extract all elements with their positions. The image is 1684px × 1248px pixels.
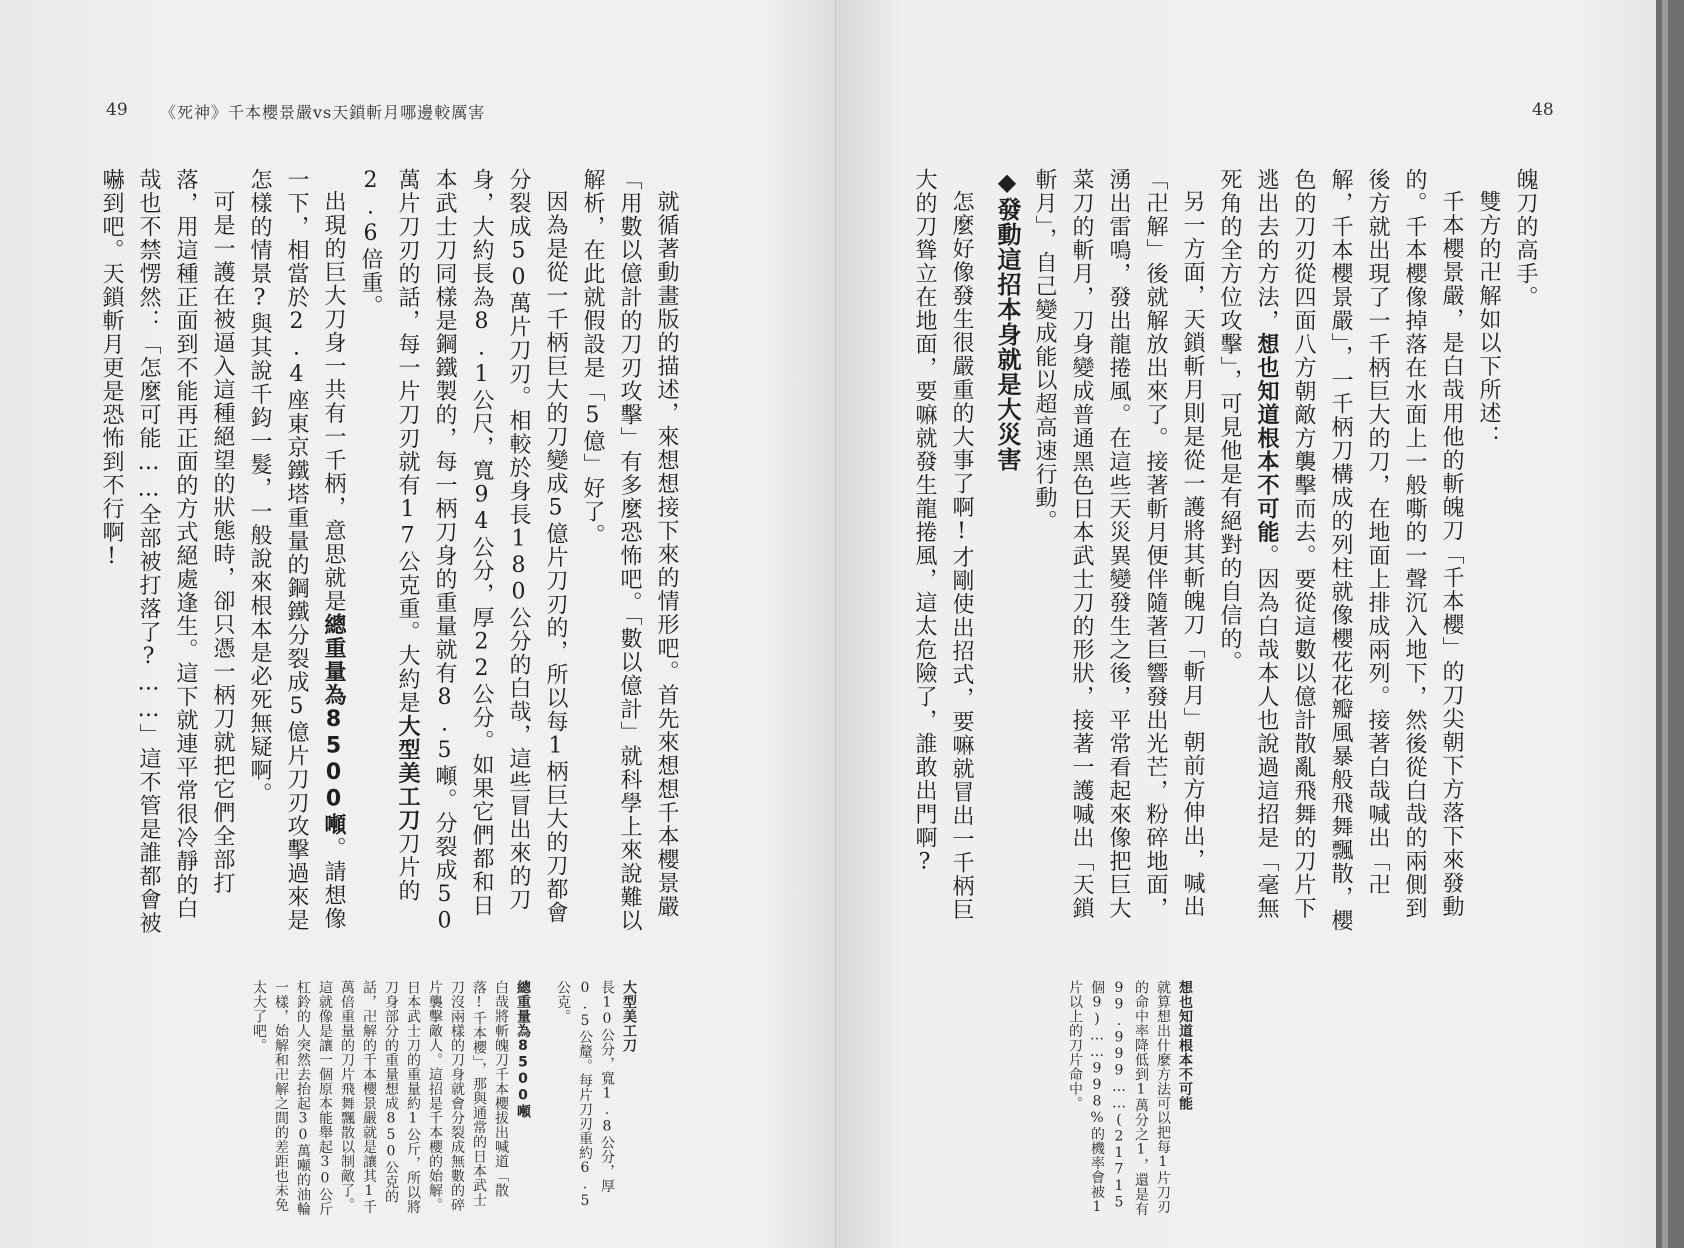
footnote-text: 長10公分，寬1.8公分，厚0.5公釐。每片刀刃重約6.5公克。: [555, 980, 615, 1210]
footnote: [248, 980, 534, 1220]
footnote-title: 大型美工刀: [621, 980, 637, 1053]
paragraph: 因為是從一千柄巨大的刀變成5億片刀刃的，所以每1柄巨大的刀都會分裂成50萬片刀刃。相較於身長180公分的白哉，這些冒出來的刀身，大約長為8.1公尺，寬94公分，厚22公分。如果它們都和日本武士刀同樣是鋼鐵製的，每一柄刀身的重量就有8.5噸。分裂成50萬片刀刃的話，每一片刀刃就有17公克重。大約是大型美工刀刀片的2.6倍重。: [358, 168, 568, 935]
paragraph: 出現的巨大刀身一共有一千柄，意思就是總重量為8500噸。請想像一下，相當於2.4座東京鐵塔重量的鋼鐵分裂成5億片刀刃攻擊過來是怎樣的情景?與其說千鈞一髮，一般說來根本是必死無疑啊。: [247, 168, 346, 932]
body-text: [906, 168, 1544, 938]
paragraph: 就循著動畫版的描述，來想想接下來的情形吧。首先來想想千本櫻景嚴「用數以億計的刀刃攻擊」有多麼恐怖吧。「數以億計」就科學上來說難以解析，在此就假設是「5億」好了。: [580, 168, 679, 933]
footnote: [552, 980, 640, 1220]
running-header: 《死神》千本櫻景嚴vs天鎖斬月哪邊較厲害: [160, 103, 486, 122]
footnote-text: 就算想出什麼方法可以把每1片刀刃的命中率降低到1萬分之1，還是有99.999……(21715個9)……998%的機率會被1片以上的刀片命中。: [1067, 980, 1171, 1216]
paragraph: 怎麼好像發生很嚴重的大事了啊!才剛使出招式，要嘛就冒出一千柄巨大的刀聳立在地面，要嘛就發生龍捲風，這太危險了，誰敢出門啊?: [912, 168, 974, 922]
right-page: [836, 0, 1656, 1248]
section-heading: ◆發動這招本身就是大災害: [993, 168, 1021, 472]
paragraph: 可是一護在被逼入這種絕望的狀態時，卻只憑一柄刀就把它們全部打落，用這種正面到不能再正面的方式絕處逢生。這下就連平常很冷靜的白哉也不禁愣然：「怎麼可能……全部被打落了?……」這不管是誰都會被嚇到吧。天鎖斬月更是恐怖到不行啊!: [99, 168, 235, 935]
page-number: 48: [1532, 100, 1554, 120]
footnote: [1064, 980, 1196, 1220]
footnote-text: 白哉將斬魄刀千本櫻拔出喊道「散落!千本櫻」，那與通常的日本武士刀沒兩樣的刀身就會分裂成無數的碎片襲擊敵人。這招是千本櫻的始解。日本武士刀的重量約1公斤，所以將刀身部分的重量想成850公克的話，卍解的千本櫻景嚴就是讓其1千萬倍重量的刀片飛舞飄散以制敵了。這就像是讓一個原本能舉起30公斤杠鈴的人突然去抬起30萬噸的油輪一樣，始解和卍解之間的差距也未免太大了吧。: [251, 980, 509, 1216]
page-edge: [1656, 0, 1684, 1248]
footnotes: [1046, 980, 1196, 1220]
bold-term: 總重量為8500噸: [321, 613, 346, 837]
paragraph: 千本櫻景嚴，是白哉用他的斬魄刀「千本櫻」的刀尖朝下方落下來發動的。千本櫻像掉落在水面上一般嘶的一聲沉入地下，然後從白哉的兩側到後方就出現了一千柄巨大的刀，在地面上排成兩列。接著白哉喊出「卍解，千本櫻景嚴」，一千柄刀構成的列柱就像櫻花花瓣風暴般飛舞飄散，櫻色的刀刃從四面八方朝敵方襲擊而去。要從這數以億計散亂飛舞的刀片下逃出去的方法，想也知道根本不可能。因為白哉本人也說過這招是「毫無死角的全方位攻擊」，可見他是有絕對的自信的。: [1217, 168, 1464, 933]
paragraph: 魄刀的高手。: [1513, 168, 1538, 309]
footnote-title: 想也知道根本不可能: [1177, 980, 1193, 1111]
page-number: 49: [106, 100, 128, 120]
footnote-title: 總重量為8500噸: [515, 980, 531, 1119]
body-text: [93, 168, 685, 938]
bold-term: 想也知道根本不可能: [1254, 332, 1279, 544]
left-page: [0, 0, 836, 1248]
bold-term: 大型美工刀: [395, 714, 420, 832]
paragraph: 雙方的卍解如以下所述：: [1476, 190, 1501, 449]
paragraph: 另一方面，天鎖斬月則是從一護將其斬魄刀「斬月」朝前方伸出，喊出「卍解」後就解放出來了。接著斬月便伴隨著巨響發出光芒，粉碎地面，湧出雷鳴，發出龍捲風。在這些天災異變發生之後，平常看起來像把巨大菜刀的斬月，刀身變成普通黑色日本武士刀的形狀，接著一護喊出「天鎖斬月」，自己變成能以超高速行動。: [1032, 168, 1205, 920]
footnotes: [230, 980, 640, 1220]
